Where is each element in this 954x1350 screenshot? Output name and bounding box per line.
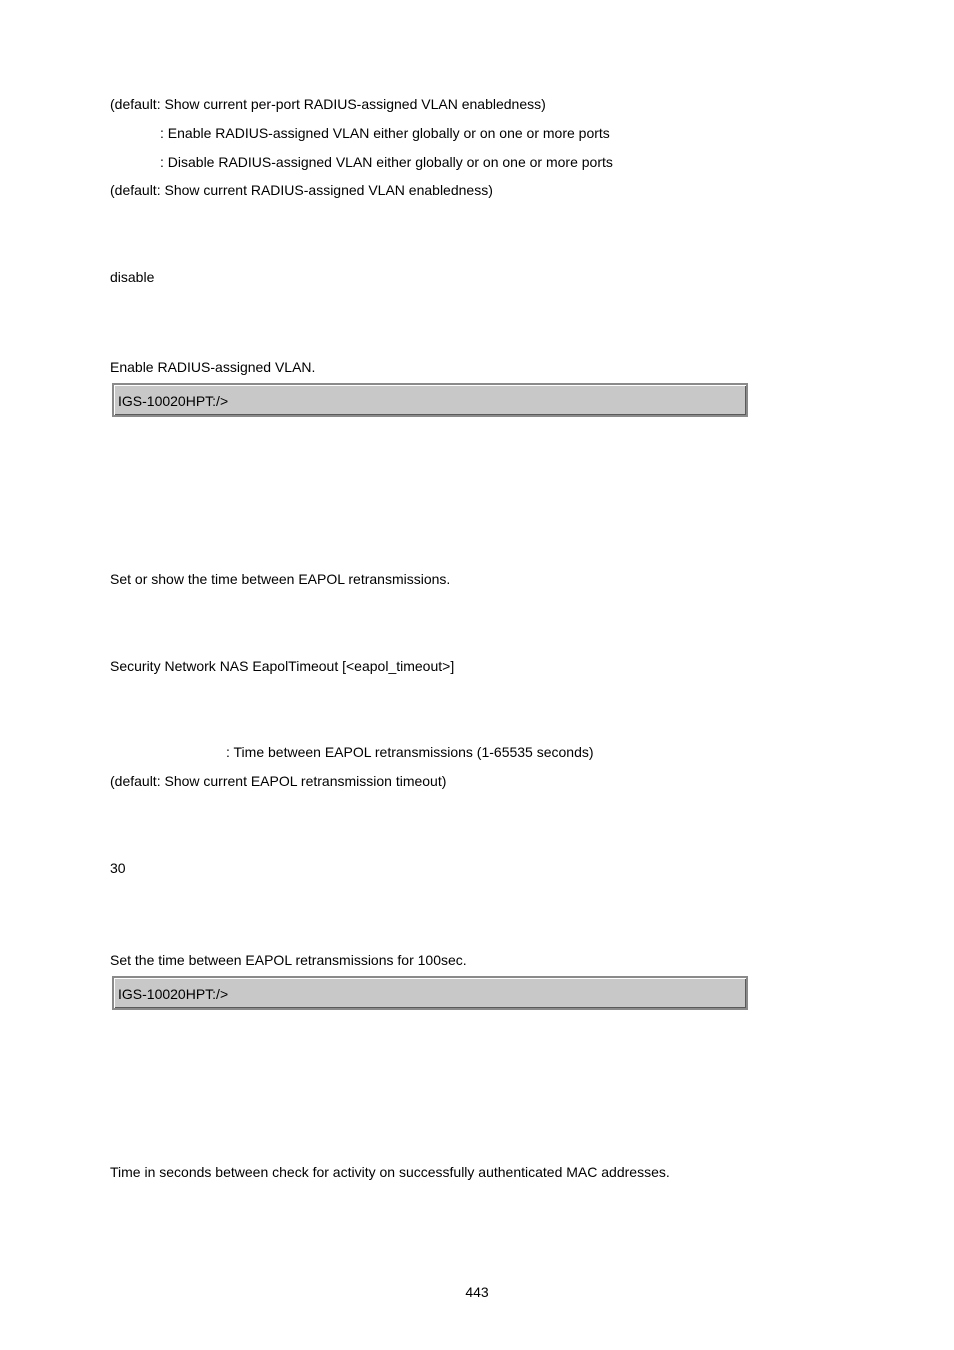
default-value-text: disable bbox=[110, 269, 155, 285]
disable-param-desc: : Disable RADIUS-assigned VLAN either globally or on one or more ports bbox=[160, 154, 613, 170]
syntax-text: Security Network NAS EapolTimeout [<eapol_timeout>] bbox=[110, 658, 455, 674]
description-text: Time in seconds between check for activity on successfully authenticated MAC addresses. bbox=[110, 1164, 670, 1180]
example-desc-text: Set the time between EAPOL retransmissions for 100sec. bbox=[110, 952, 467, 968]
page-number: 443 bbox=[465, 1284, 489, 1300]
console-prompt: IGS-10020HPT:/> bbox=[118, 986, 229, 1002]
default-value-text: 30 bbox=[110, 860, 126, 876]
console-prompt: IGS-10020HPT:/> bbox=[118, 393, 229, 409]
default-desc-text: (default: Show current EAPOL retransmission timeout) bbox=[110, 773, 447, 789]
console-example-box bbox=[112, 976, 748, 1010]
console-example-box bbox=[112, 383, 748, 417]
enable-param-desc: : Enable RADIUS-assigned VLAN either globally or on one or more ports bbox=[160, 125, 610, 141]
default-global-text: (default: Show current RADIUS-assigned VLAN enabledness) bbox=[110, 182, 493, 198]
param-desc-text: : Time between EAPOL retransmissions (1-65535 seconds) bbox=[226, 744, 594, 760]
example-desc-text: Enable RADIUS-assigned VLAN. bbox=[110, 359, 316, 375]
description-text: Set or show the time between EAPOL retransmissions. bbox=[110, 571, 451, 587]
default-per-port-text: (default: Show current per-port RADIUS-assigned VLAN enabledness) bbox=[110, 96, 546, 112]
